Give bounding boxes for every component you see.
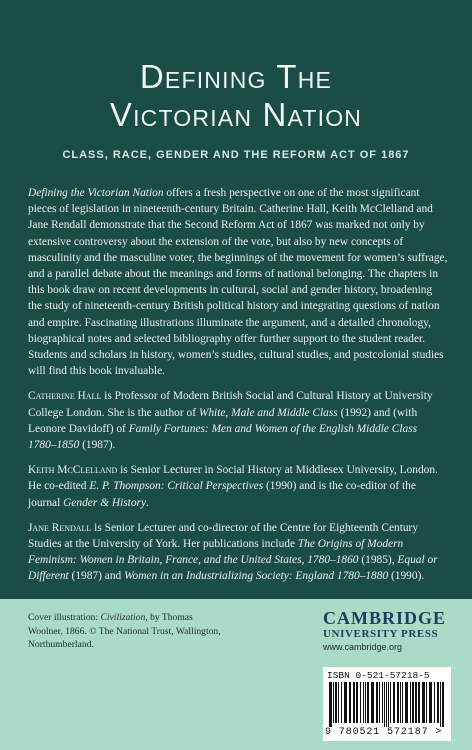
bio-work-title: Women in an Industrializing Society: England 1780–1880 [124, 570, 389, 583]
barcode-bar [382, 682, 383, 723]
title-line-2: Victorian Nation [109, 96, 363, 133]
barcode-bar [434, 682, 435, 723]
barcode-bar [412, 682, 414, 723]
credit-text: , by Thomas Woolner, 1866. © The National Trust, Wallington, Northumberland. [28, 612, 221, 650]
barcode-bar [333, 682, 334, 723]
bottom-band [0, 599, 472, 750]
barcode-bar [356, 682, 358, 723]
barcode-bar [422, 682, 425, 723]
bio-text: is Professor of Modern British Social and Cultural History at University College London. She is the author of [28, 390, 433, 419]
bio-work-title: The Origins of Modern Feminism: Women in Britain, France, and the United States, 1780–1860 [28, 538, 404, 567]
barcode-bar [388, 682, 389, 727]
publisher-logo [323, 609, 453, 653]
book-title [0, 58, 472, 134]
barcode-bar [335, 682, 337, 723]
barcode-icon [327, 682, 447, 727]
barcode-bar [390, 682, 391, 723]
barcode-bar [379, 682, 380, 723]
barcode-bar [360, 682, 361, 723]
barcode-bar [344, 682, 347, 723]
barcode-bar [402, 682, 403, 723]
description-paragraph [28, 185, 448, 379]
isbn-barcode-box [323, 667, 451, 741]
barcode-bar [384, 682, 385, 727]
barcode-bar [363, 682, 364, 723]
description-book-title: Defining the Victorian Nation [28, 187, 164, 199]
author-bio-rendall [28, 520, 448, 585]
publisher-url: www.cambridge.org [323, 642, 403, 652]
barcode-bar [367, 682, 369, 723]
barcode-bar [386, 682, 387, 727]
bio-work-title: Equal or Different [28, 554, 438, 583]
bio-work-title: Gender & History [63, 496, 147, 509]
author-name-mcclelland: Keith McClelland [28, 464, 118, 477]
cover-illustration-credit [28, 611, 228, 652]
bio-text: (1987). [79, 439, 116, 452]
publisher-name: CAMBRIDGE [323, 608, 447, 628]
bio-text: (1987) and [68, 570, 125, 583]
credit-work-title: Civilization [100, 612, 146, 623]
barcode-bar [371, 682, 374, 723]
barcode-bar [365, 682, 366, 723]
barcode-bar [415, 682, 417, 723]
barcode-bar [400, 682, 401, 723]
bio-text: (1990) and is the co-editor of the journal [28, 480, 416, 509]
barcode-bar [329, 682, 332, 727]
barcode-bar [397, 682, 399, 723]
barcode-bar [338, 682, 339, 723]
bio-text: . [146, 496, 149, 509]
publisher-press: UNIVERSITY PRESS [323, 628, 439, 640]
barcode-bar [405, 682, 408, 723]
bio-work-title: White, Male and Middle Class [198, 406, 338, 419]
bio-work-title: Family Fortunes: Men and Women of the English Middle Class 1780–1850 [28, 422, 418, 452]
book-description [28, 185, 448, 594]
isbn-label: ISBN 0-521-57218-5 [327, 670, 430, 681]
author-bio-mcclelland [28, 462, 448, 511]
barcode-bar [442, 682, 444, 727]
book-subtitle: CLASS, RACE, GENDER AND THE REFORM ACT OF 1867 [62, 149, 410, 161]
author-name-rendall: Jane Rendall [28, 521, 92, 534]
bio-text: (1985), [358, 554, 398, 567]
isbn-digits: 9 780521 572187 > [325, 727, 443, 738]
barcode-bar [349, 682, 351, 723]
description-text: offers a fresh perspective on one of the most significant pieces of legislation in nineteenth-century Britain. Catherine Hall, Keith McClelland and Jane Rendall demonstrate that the Second Reform Act of 1867 was marked not only by extensive controversy about the extension of the vote, but also by new concepts of masculinity and the masculine voter, the beginnings of the movement for women’s suffrage, and a parallel debate about the meanings and forms of national belonging. The chapters in this book draw on recent developments in cultural, social and gender history, broadening the study of nineteenth-century British political history and integrating questions of nation and empire. Fascinating illustrations illuminate the argument, and a detailed chronology, biographical notes and selected bibliography offer further support to the student reader. Students and scholars in history, women’s studies, cultural studies, and postcolonial studies will find this book invaluable. [28, 187, 448, 378]
bio-text: is Senior Lecturer and co-director of the Centre for Eighteenth Century Studies at the University of York. Her publications include [28, 521, 419, 551]
barcode-bar [410, 682, 411, 723]
barcode-bar [418, 682, 420, 723]
barcode-bar [426, 682, 427, 723]
barcode-bar [341, 682, 342, 723]
barcode-bar [437, 682, 439, 723]
barcode-bar [393, 682, 395, 723]
barcode-bar [353, 682, 355, 723]
bio-text: (1990). [388, 570, 425, 583]
bio-text: (1992) and (with Leonore Davidoff) of [28, 406, 418, 435]
credit-text: Cover illustration: [28, 612, 101, 623]
barcode-bar [429, 682, 432, 723]
barcode-bar [440, 682, 441, 727]
barcode-bar [376, 682, 378, 723]
bio-work-title: E. P. Thompson: Critical Perspectives [89, 480, 264, 493]
title-line-1: Defining The [139, 58, 333, 95]
author-name-hall: Catherine Hall [28, 390, 102, 403]
author-bio-hall [28, 388, 448, 453]
bio-text: is Senior Lecturer in Social History at Middlesex University, London. He co-edited [28, 464, 438, 493]
